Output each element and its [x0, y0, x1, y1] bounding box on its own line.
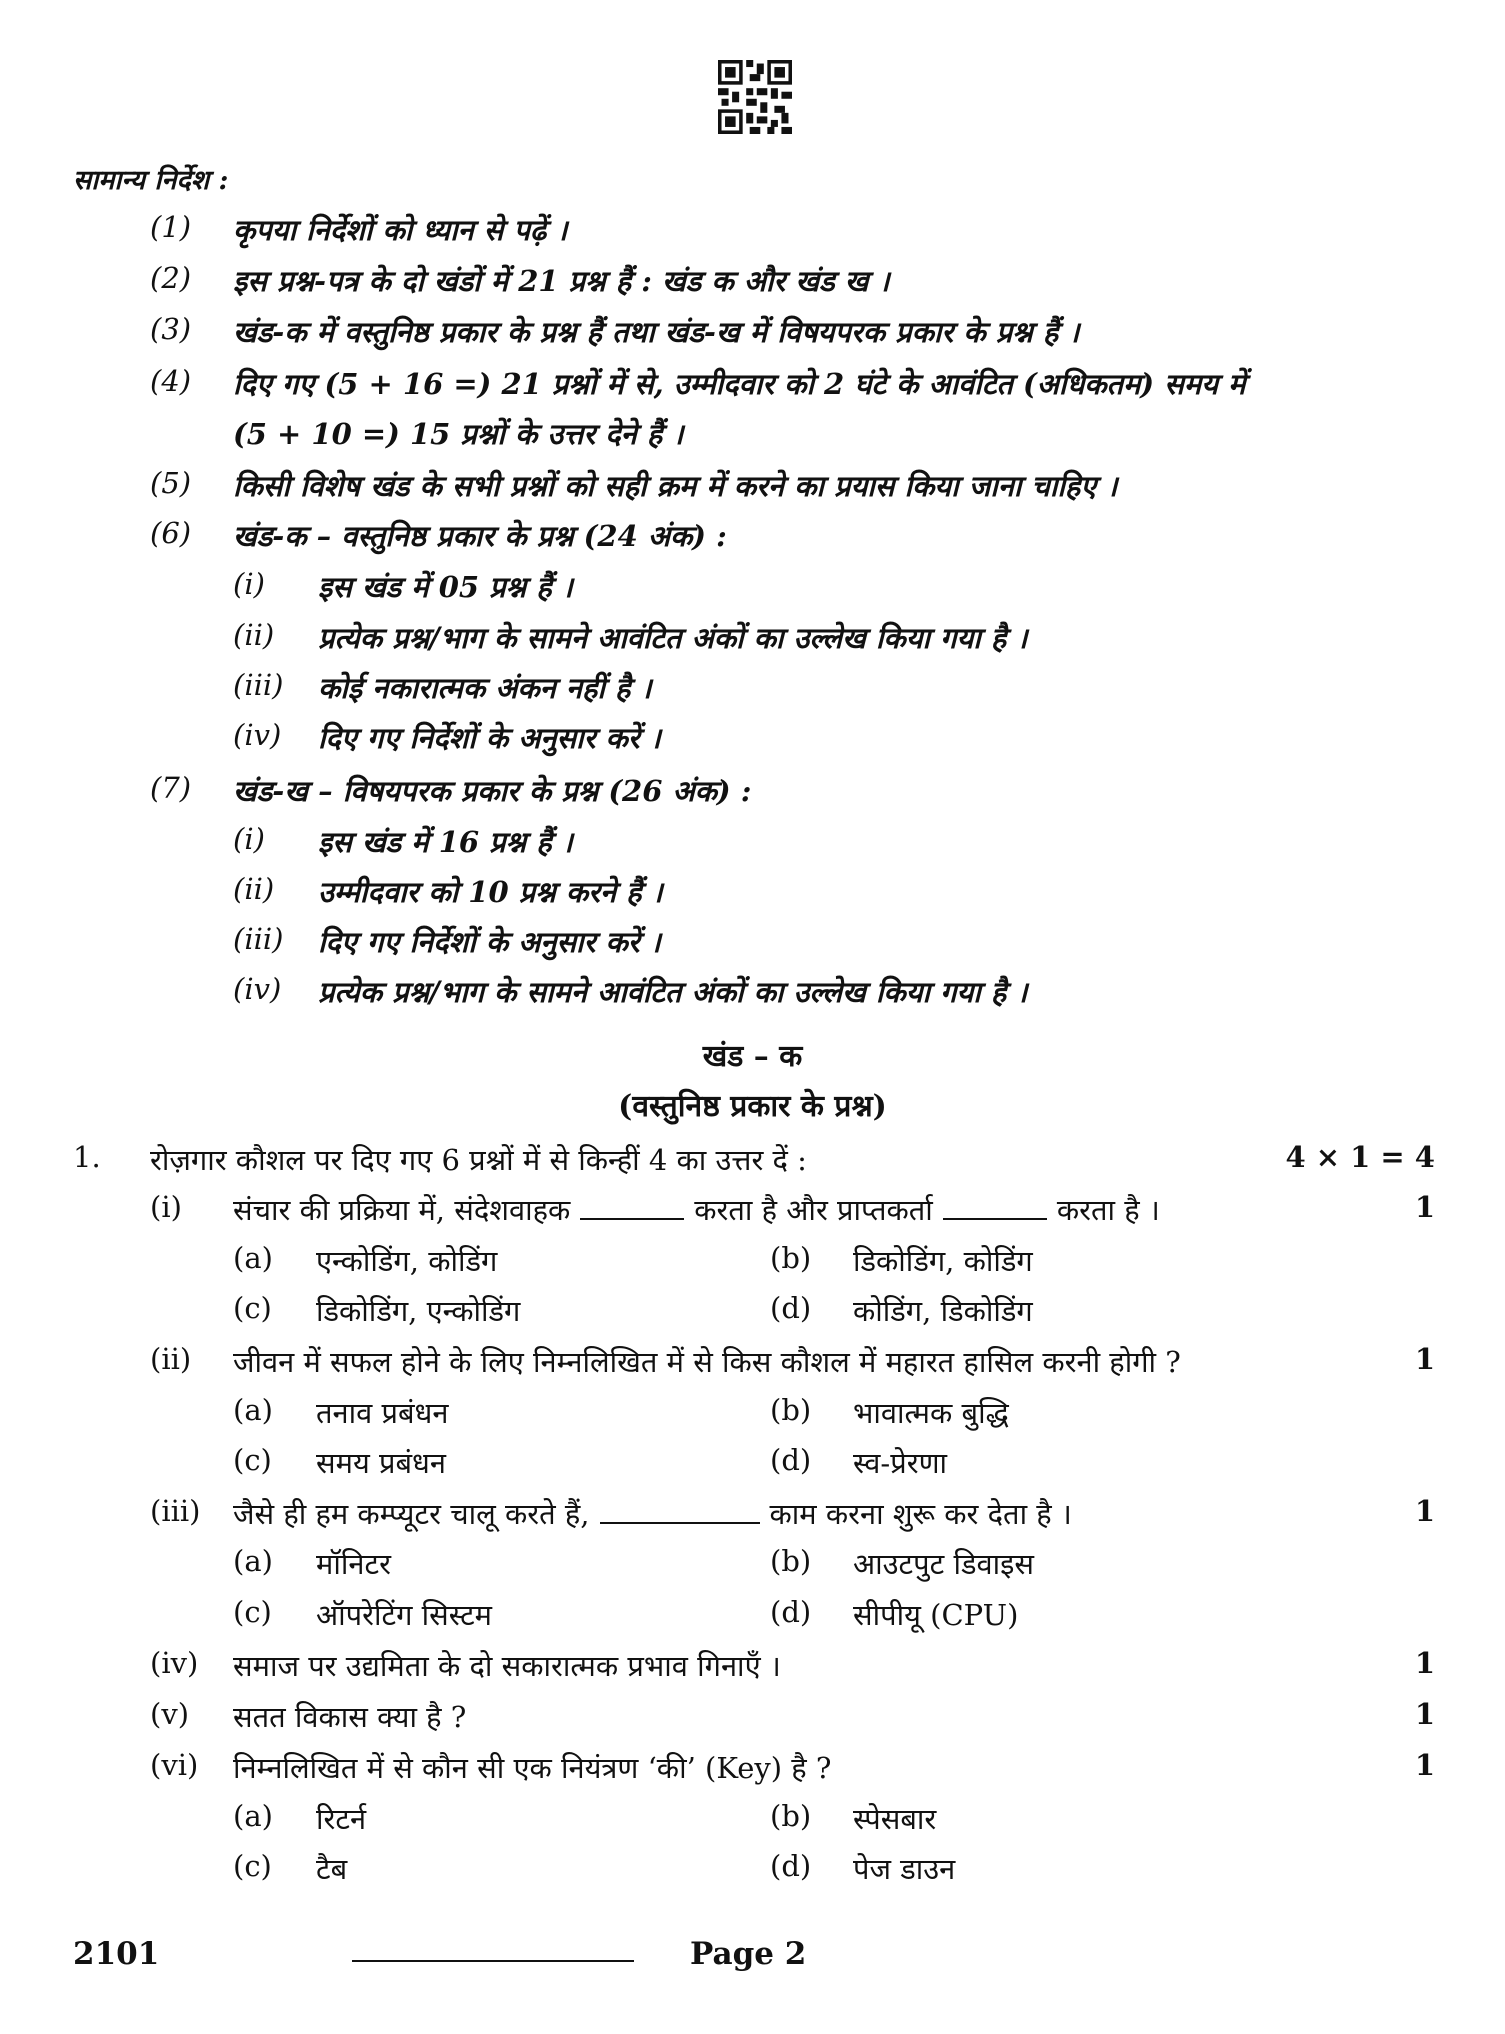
option-text: मॉनिटर [316, 1547, 391, 1581]
option-text: रिटर्न [316, 1802, 367, 1836]
part-number: (i) [150, 1190, 182, 1224]
option-letter: (c) [233, 1443, 272, 1477]
sub-instruction-number: (ii) [233, 872, 275, 906]
fill-blank [600, 1500, 760, 1524]
section-subtitle: (वस्तुनिष्ठ प्रकार के प्रश्न) [618, 1089, 887, 1124]
sub-instruction-text: दिए गए निर्देशों के अनुसार करें । [318, 721, 661, 755]
part-text-segment: करता है । [1056, 1193, 1160, 1227]
part-marks: 1 [1414, 1697, 1435, 1731]
part-text [233, 1494, 1072, 1533]
instruction-number: (1) [150, 210, 192, 244]
instruction-number: (4) [150, 364, 192, 398]
option-letter: (d) [770, 1443, 812, 1477]
option-letter: (b) [770, 1241, 812, 1275]
option-letter: (a) [233, 1544, 273, 1578]
question-marks: 4 × 1 = 4 [1285, 1140, 1435, 1174]
instruction-number: (6) [150, 516, 192, 550]
fill-blank [580, 1196, 684, 1220]
sub-instruction-text: इस खंड में 16 प्रश्न हैं । [318, 825, 573, 859]
sub-instruction-text: प्रत्येक प्रश्न/भाग के सामने आवंटित अंकों का उल्लेख किया गया है । [318, 621, 1028, 655]
sub-instruction-text: इस खंड में 05 प्रश्न हैं । [318, 570, 573, 604]
sub-instruction-text: कोई नकारात्मक अंकन नहीं है । [318, 671, 652, 705]
fill-blank [943, 1196, 1047, 1220]
option-text: स्पेसबार [853, 1802, 937, 1836]
sub-instruction-number: (ii) [233, 618, 275, 652]
paper-code: 2101 [73, 1936, 160, 1972]
part-text [233, 1190, 1160, 1229]
option-letter: (d) [770, 1849, 812, 1883]
part-number: (vi) [150, 1748, 199, 1782]
instruction-text: किसी विशेष खंड के सभी प्रश्नों को सही क्रम में करने का प्रयास किया जाना चाहिए । [233, 469, 1118, 503]
sub-instruction-number: (iii) [233, 668, 284, 702]
part-text-segment: संचार की प्रक्रिया में, संदेशवाहक [233, 1193, 571, 1227]
general-instructions-heading: सामान्य निर्देश : [73, 165, 229, 196]
part-text-segment: जैसे ही हम कम्प्यूटर चालू करते हैं, [233, 1497, 590, 1531]
option-letter: (c) [233, 1849, 272, 1883]
part-marks: 1 [1414, 1190, 1435, 1224]
option-letter: (d) [770, 1595, 812, 1629]
option-letter: (b) [770, 1544, 812, 1578]
option-text: आउटपुट डिवाइस [853, 1547, 1034, 1581]
part-marks: 1 [1414, 1494, 1435, 1528]
option-letter: (d) [770, 1291, 812, 1325]
sub-instruction-number: (iv) [233, 718, 282, 752]
footer-divider [352, 1960, 634, 1962]
part-text: निम्नलिखित में से कौन सी एक नियंत्रण ‘की’ (Key) है ? [233, 1751, 832, 1785]
instruction-text: कृपया निर्देशों को ध्यान से पढ़ें । [233, 213, 568, 247]
option-letter: (c) [233, 1291, 272, 1325]
sub-instruction-number: (i) [233, 822, 265, 856]
sub-instruction-text: प्रत्येक प्रश्न/भाग के सामने आवंटित अंकों का उल्लेख किया गया है । [318, 975, 1028, 1009]
part-marks: 1 [1414, 1342, 1435, 1376]
part-text-segment: काम करना शुरू कर देता है । [769, 1497, 1072, 1531]
option-text: स्व-प्रेरणा [853, 1446, 948, 1480]
instruction-text: खंड-क – वस्तुनिष्ठ प्रकार के प्रश्न (24 अंक) : [233, 519, 727, 553]
sub-instruction-text: उम्मीदवार को 10 प्रश्न करने हैं । [318, 875, 663, 909]
option-letter: (a) [233, 1799, 273, 1833]
part-number: (iv) [150, 1646, 199, 1680]
option-letter: (a) [233, 1241, 273, 1275]
part-number: (v) [150, 1697, 190, 1731]
part-number: (iii) [150, 1494, 201, 1528]
page-number: Page 2 [690, 1936, 807, 1972]
option-text: टैब [316, 1852, 348, 1886]
instruction-number: (3) [150, 312, 192, 346]
instruction-text: खंड-क में वस्तुनिष्ठ प्रकार के प्रश्न हैं तथा खंड-ख में विषयपरक प्रकार के प्रश्न हैं । [233, 315, 1080, 349]
qr-code-icon [718, 60, 792, 134]
section-title: खंड – क [702, 1039, 803, 1074]
instruction-text: खंड-ख – विषयपरक प्रकार के प्रश्न (26 अंक) : [233, 774, 752, 808]
sub-instruction-text: दिए गए निर्देशों के अनुसार करें । [318, 925, 661, 959]
question-number: 1. [73, 1140, 101, 1174]
option-text: पेज डाउन [853, 1852, 956, 1886]
part-text: जीवन में सफल होने के लिए निम्नलिखित में से किस कौशल में महारत हासिल करनी होगी ? [233, 1345, 1181, 1379]
option-text: तनाव प्रबंधन [316, 1396, 449, 1430]
part-text: समाज पर उद्यमिता के दो सकारात्मक प्रभाव गिनाएँ । [233, 1649, 781, 1683]
option-letter: (b) [770, 1799, 812, 1833]
option-text: डिकोडिंग, कोडिंग [853, 1244, 1033, 1278]
option-text: एन्कोडिंग, कोडिंग [316, 1244, 498, 1278]
sub-instruction-number: (iii) [233, 922, 284, 956]
option-text: डिकोडिंग, एन्कोडिंग [316, 1294, 521, 1328]
sub-instruction-number: (iv) [233, 972, 282, 1006]
option-text: भावात्मक बुद्धि [853, 1396, 1009, 1430]
option-letter: (c) [233, 1595, 272, 1629]
instruction-text: इस प्रश्न-पत्र के दो खंडों में 21 प्रश्न हैं : खंड क और खंड ख । [233, 264, 890, 298]
part-text-segment: करता है और प्राप्तकर्ता [694, 1193, 933, 1227]
part-number: (ii) [150, 1342, 192, 1376]
option-text: समय प्रबंधन [316, 1446, 446, 1480]
question-text: रोज़गार कौशल पर दिए गए 6 प्रश्नों में से किन्हीं 4 का उत्तर दें : [150, 1143, 807, 1177]
option-text: कोडिंग, डिकोडिंग [853, 1294, 1033, 1328]
option-text: ऑपरेटिंग सिस्टम [316, 1598, 493, 1632]
option-letter: (a) [233, 1393, 273, 1427]
part-marks: 1 [1414, 1646, 1435, 1680]
part-text: सतत विकास क्या है ? [233, 1700, 467, 1734]
option-text: सीपीयू (CPU) [853, 1598, 1019, 1632]
instruction-text: दिए गए (5 + 16 =) 21 प्रश्नों में से, उम्मीदवार को 2 घंटे के आवंटित (अधिकतम) समय में [233, 367, 1246, 401]
instruction-text-continued: (5 + 10 =) 15 प्रश्नों के उत्तर देने हैं । [233, 417, 684, 451]
option-letter: (b) [770, 1393, 812, 1427]
instruction-number: (2) [150, 261, 192, 295]
part-marks: 1 [1414, 1748, 1435, 1782]
sub-instruction-number: (i) [233, 567, 265, 601]
instruction-number: (5) [150, 466, 192, 500]
instruction-number: (7) [150, 771, 192, 805]
